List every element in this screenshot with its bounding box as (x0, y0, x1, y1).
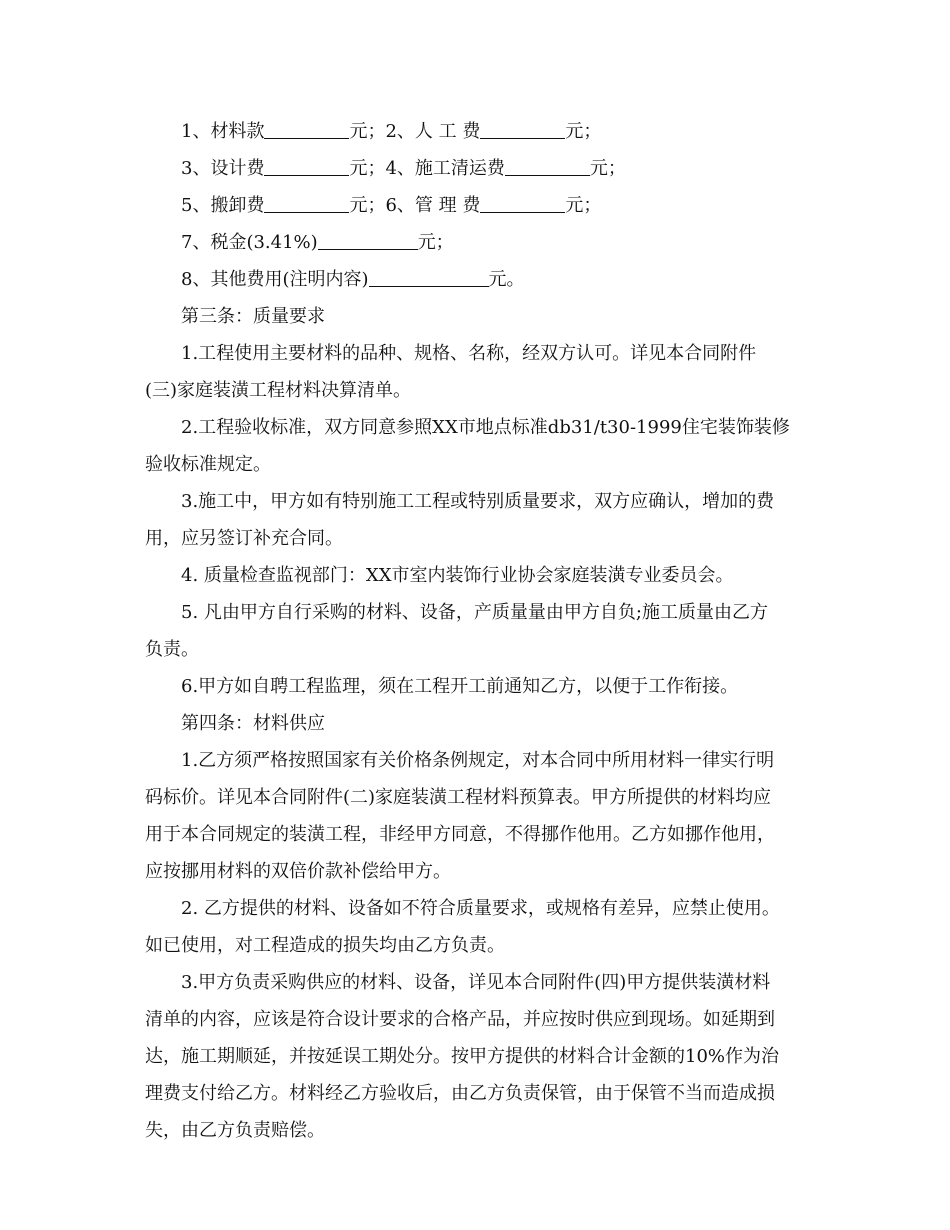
fee-label: 2、人 工 费 (385, 121, 481, 142)
tax-unit: 元； (417, 232, 454, 253)
article-3-item-3-line-1: 3.施工中，甲方如有特别施工工程或特别质量要求，双方应确认，增加的费 (181, 491, 775, 512)
fill-blank (505, 153, 590, 176)
article-3-item-4-line-1: 4. 质量检查监视部门：XX市室内装饰行业协会家庭装潢专业委员会。 (181, 565, 734, 586)
fee-label: 3、设计费 (181, 158, 265, 179)
fee-label: 5、搬卸费 (181, 195, 265, 216)
article-4-title: 第四条：材料供应 (181, 713, 325, 734)
fill-blank (318, 227, 418, 250)
fill-blank (369, 264, 489, 287)
article-3-item-1-line-2: (三)家庭装潢工程材料决算清单。 (145, 380, 412, 401)
contract-body (145, 113, 815, 1149)
fill-blank (480, 116, 565, 139)
other-fee-line (145, 261, 815, 298)
tax-label: 7、税金(3.41%) (181, 232, 318, 253)
article-3-item-6-line-1: 6.甲方如自聘工程监理，须在工程开工前通知乙方，以便于工作衔接。 (181, 676, 739, 697)
article-3-item-1-line-1: 1.工程使用主要材料的品种、规格、名称，经双方认可。详见本合同附件 (181, 343, 757, 364)
other-fee-label: 8、其他费用(注明内容) (181, 269, 369, 290)
article-3-item-2-line-2: 验收标准规定。 (145, 454, 271, 475)
fee-label: 6、管 理 费 (385, 195, 481, 216)
article-4-item-2-line-1: 2. 乙方提供的材料、设备如不符合质量要求，或规格有差异，应禁止使用。 (181, 898, 780, 919)
article-4-item-3-line-1: 3.甲方负责采购供应的材料、设备，详见本合同附件(四)甲方提供装潢材料 (181, 972, 771, 993)
article-4-item-1-line-3: 用于本合同规定的装潢工程，非经甲方同意，不得挪作他用。乙方如挪作他用， (145, 824, 775, 845)
article-4-item-3-line-3: 达，施工期顺延，并按延误工期处分。按甲方提供的材料合计金额的10%作为治 (145, 1046, 780, 1067)
fee-label: 4、施工清运费 (385, 158, 505, 179)
fee-unit: 元； (565, 195, 602, 216)
fill-blank (480, 190, 565, 213)
article-3-item-5-line-1: 5. 凡由甲方自行采购的材料、设备，产质量量由甲方自负;施工质量由乙方 (181, 602, 768, 623)
fee-unit: 元； (565, 121, 602, 142)
fee-unit: 元； (589, 158, 626, 179)
fill-blank (264, 116, 349, 139)
article-4-item-1-line-4: 应按挪用材料的双倍价款补偿给甲方。 (145, 861, 451, 882)
article-4-item-3-line-4: 理费支付给乙方。材料经乙方验收后，由乙方负责保管，由于保管不当而造成损 (145, 1083, 775, 1104)
fee-label: 1、材料款 (181, 121, 265, 142)
article-3-item-3-line-2: 用，应另签订补充合同。 (145, 528, 343, 549)
fee-line-3 (145, 187, 815, 224)
article-4-item-2-line-2: 如已使用，对工程造成的损失均由乙方负责。 (145, 935, 505, 956)
tax-line (145, 224, 815, 261)
fee-unit: 元； (349, 121, 386, 142)
fill-blank (264, 190, 349, 213)
article-3-title: 第三条：质量要求 (181, 306, 325, 327)
article-3-item-5-line-2: 负责。 (145, 639, 199, 660)
fee-line-1 (145, 113, 815, 150)
article-4-item-1-line-1: 1.乙方须严格按照国家有关价格条例规定，对本合同中所用材料一律实行明 (181, 750, 775, 771)
article-4-item-3-line-5: 失，由乙方负责赔偿。 (145, 1120, 325, 1141)
article-4-item-1-line-2: 码标价。详见本合同附件(二)家庭装潢工程材料预算表。甲方所提供的材料均应 (145, 787, 772, 808)
other-fee-unit: 元。 (488, 269, 525, 290)
fee-line-2 (145, 150, 815, 187)
article-3-item-2-line-1: 2.工程验收标准，双方同意参照XX市地点标准db31/t30-1999住宅装饰装修 (181, 417, 790, 438)
fee-unit: 元； (349, 158, 386, 179)
article-4-item-3-line-2: 清单的内容，应该是符合设计要求的合格产品，并应按时供应到现场。如延期到 (145, 1009, 775, 1030)
fee-unit: 元； (349, 195, 386, 216)
fill-blank (264, 153, 349, 176)
